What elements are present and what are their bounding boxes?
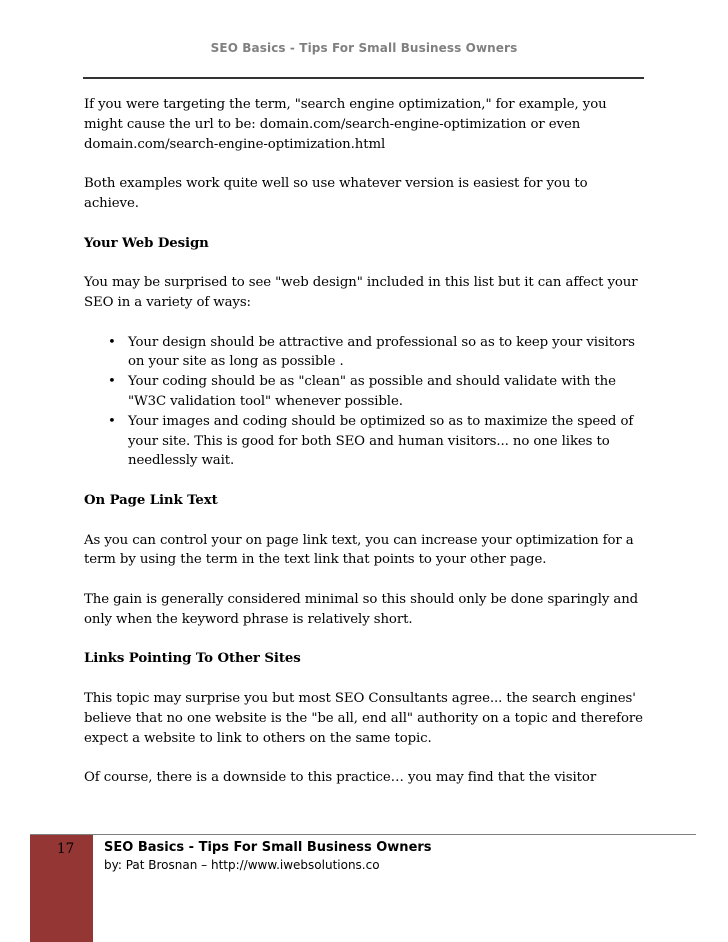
bullet-item: • Your images and coding should be optimized so as to maximize the speed of your site. This is good for both SEO and human visitors... no one likes to needlessly wait. [84,412,644,471]
paragraph-url-example: If you were targeting the term, "search engine optimization," for example, you might cause the url to be: domain.com/search-engine-optimization or even domain.com/search-engine-optimization.html [84,97,607,152]
paragraph-downside: Of course, there is a downside to this practice… you may find that the visitor [84,770,597,786]
header-rule [83,77,644,79]
bullet-item: • Your coding should be as "clean" as possible and should validate with the "W3C validation tool" whenever possible. [84,372,644,412]
running-header: SEO Basics - Tips For Small Business Owners [210,41,518,55]
paragraph-both-examples: Both examples work quite well so use whatever version is easiest for you to achieve. [84,176,588,211]
page-number: 17 [57,841,75,857]
paragraph-outbound-links: This topic may surprise you but most SEO Consultants agree... the search engines' believe that no one website is the "be all, end all" authority on a topic and therefore expect a website to link to others on the same topic. [84,690,643,746]
heading-on-page-link-text: On Page Link Text [84,492,218,508]
body-text [84,95,644,808]
heading-links-other-sites: Links Pointing To Other Sites [84,651,301,667]
paragraph-link-text: As you can control your on page link text, you can increase your optimization for a term by using the term in the text link that points to your other page. [84,532,634,568]
bullet-item: • Your design should be attractive and professional so as to keep your visitors on your site as long as possible . [84,333,644,373]
paragraph-web-design-intro: You may be surprised to see "web design" included in this list but it can affect your SEO in a variety of ways: [84,275,638,310]
paragraph-minimal-gain: The gain is generally considered minimal so this should only be done sparingly and only when the keyword phrase is relatively short. [84,591,639,627]
footer-byline: by: Pat Brosnan – http://www.iwebsolutions.co [104,858,380,872]
footer-title: SEO Basics - Tips For Small Business Owners [104,840,432,855]
bullet-list-web-design [84,333,644,472]
heading-web-design: Your Web Design [84,235,209,251]
footer-rule [30,834,696,835]
